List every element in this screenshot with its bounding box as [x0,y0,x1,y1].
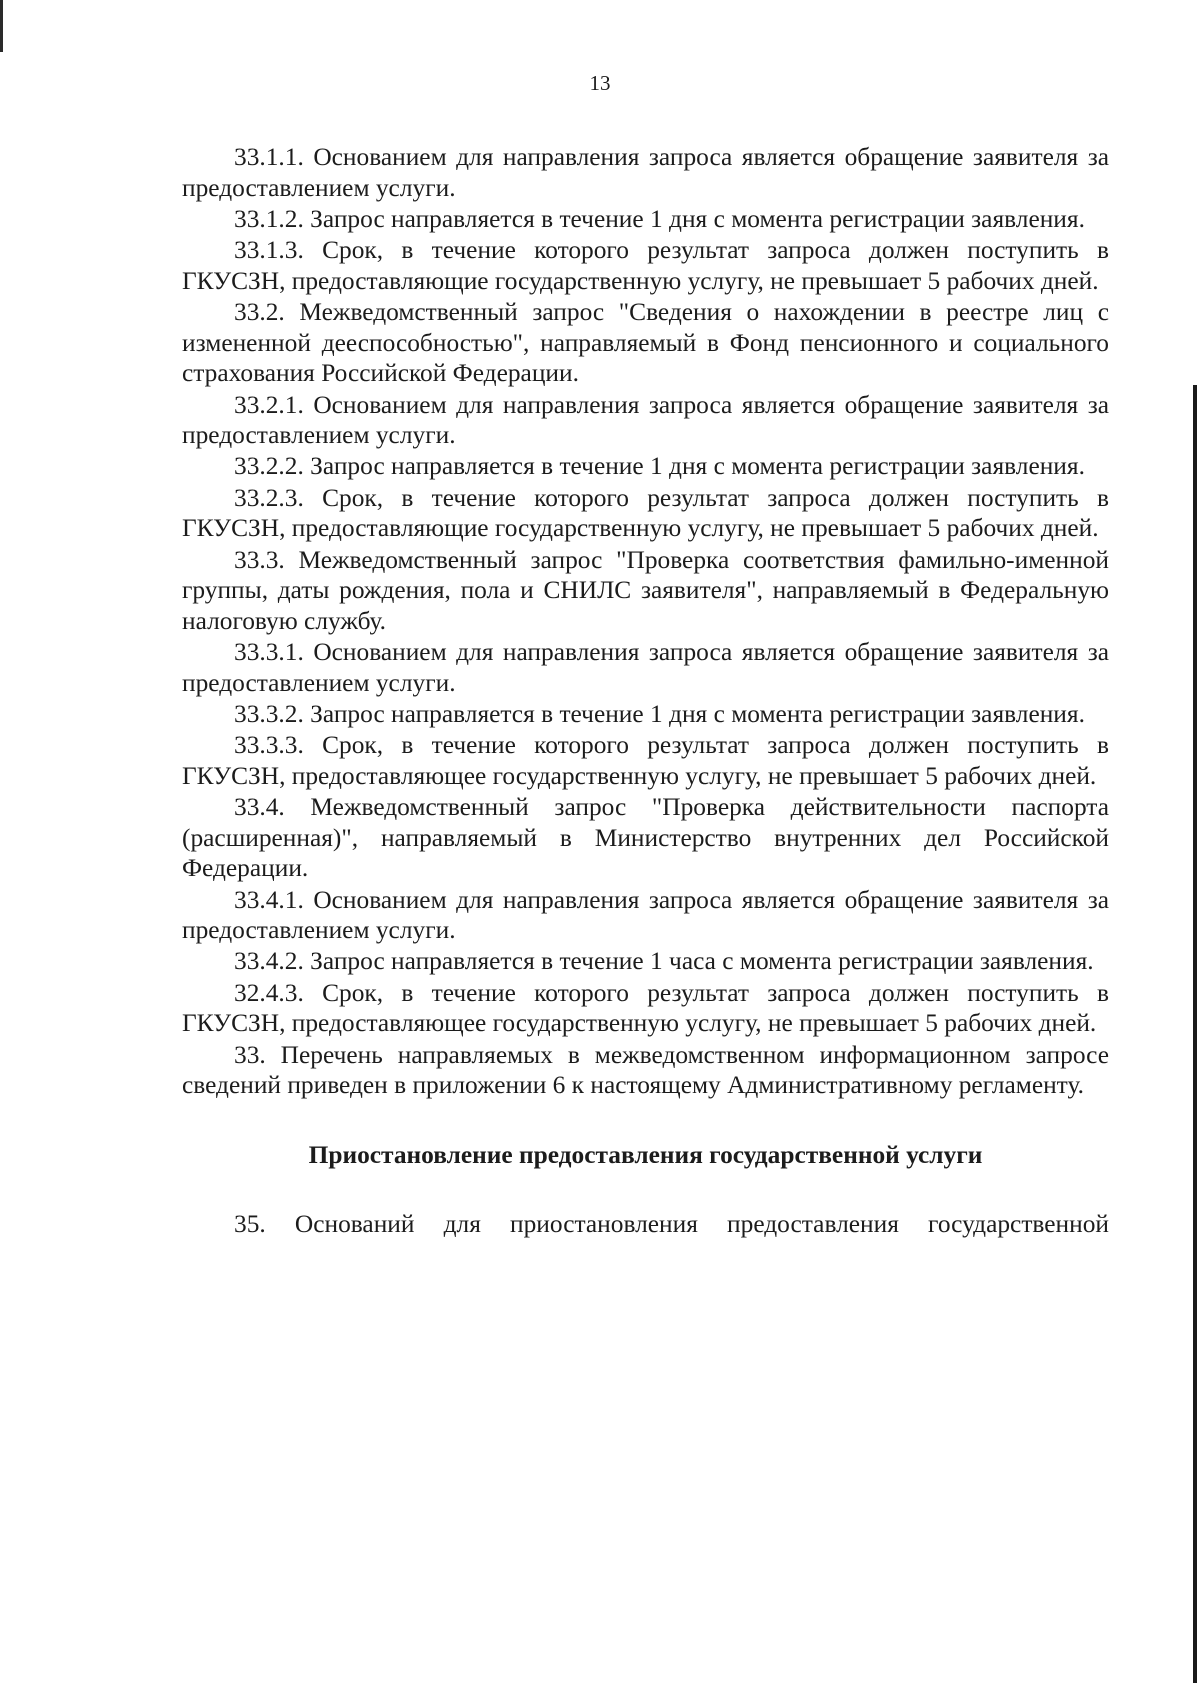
paragraph-33-3: 33.3. Межведомственный запрос "Проверка соответствия фамильно-именной группы, даты рождения, пола и СНИЛС заявителя", направляемый в Федеральную налоговую службу. [182,545,1109,635]
section-heading: Приостановление предоставления государственной услуги [308,1140,983,1169]
document-body [182,142,1109,1241]
paragraph-33-4-1: 33.4.1. Основанием для направления запроса является обращение заявителя за предоставлением услуги. [182,885,1109,945]
paragraph-35: 35. Оснований для приостановления предоставления государственной [234,1210,1109,1239]
paragraph-33-2-2: 33.2.2. Запрос направляется в течение 1 дня с момента регистрации заявления. [234,452,1085,481]
paragraph-33-1-2: 33.1.2. Запрос направляется в течение 1 дня с момента регистрации заявления. [234,204,1085,233]
scan-edge-mark-left [0,0,3,52]
paragraph-33-3-2: 33.3.2. Запрос направляется в течение 1 дня с момента регистрации заявления. [234,699,1085,728]
paragraph-33-2: 33.2. Межведомственный запрос "Сведения о нахождении в реестре лиц с измененной дееспособностью", направляемый в Фонд пенсионного и социального страхования Российской Федерации. [182,298,1109,388]
paragraph-33: 33. Перечень направляемых в межведомственном информационном запросе сведений приведен в приложении 6 к настоящему Административному регламенту. [182,1040,1109,1100]
paragraph-33-3-1: 33.3.1. Основанием для направления запроса является обращение заявителя за предоставлением услуги. [182,638,1109,697]
paragraph-33-1-3: 33.1.3. Срок, в течение которого результат запроса должен поступить в ГКУСЗН, предоставляющие государственную услугу, не превышает 5 рабочих дней. [182,236,1109,295]
paragraph-33-1-1: 33.1.1. Основанием для направления запроса является обращение заявителя за предоставлением услуги. [182,143,1109,202]
page-number: 13 [589,71,611,95]
paragraph-33-2-1: 33.2.1. Основанием для направления запроса является обращение заявителя за предоставлением услуги. [182,390,1109,450]
scan-edge-line-right [1193,385,1197,1683]
paragraph-33-4-2: 33.4.2. Запрос направляется в течение 1 часа с момента регистрации заявления. [234,947,1094,976]
paragraph-32-4-3: 32.4.3. Срок, в течение которого результат запроса должен поступить в ГКУСЗН, предоставляющее государственную услугу, не превышает 5 рабочих дней. [182,978,1109,1038]
paragraph-33-3-3: 33.3.3. Срок, в течение которого результат запроса должен поступить в ГКУСЗН, предоставляющее государственную услугу, не превышает 5 рабочих дней. [182,731,1109,790]
paragraph-33-2-3: 33.2.3. Срок, в течение которого результат запроса должен поступить в ГКУСЗН, предоставляющие государственную услугу, не превышает 5 рабочих дней. [182,483,1109,543]
paragraph-33-4: 33.4. Межведомственный запрос "Проверка действительности паспорта (расширенная)", направляемый в Министерство внутренних дел Российской Федерации. [182,793,1109,883]
